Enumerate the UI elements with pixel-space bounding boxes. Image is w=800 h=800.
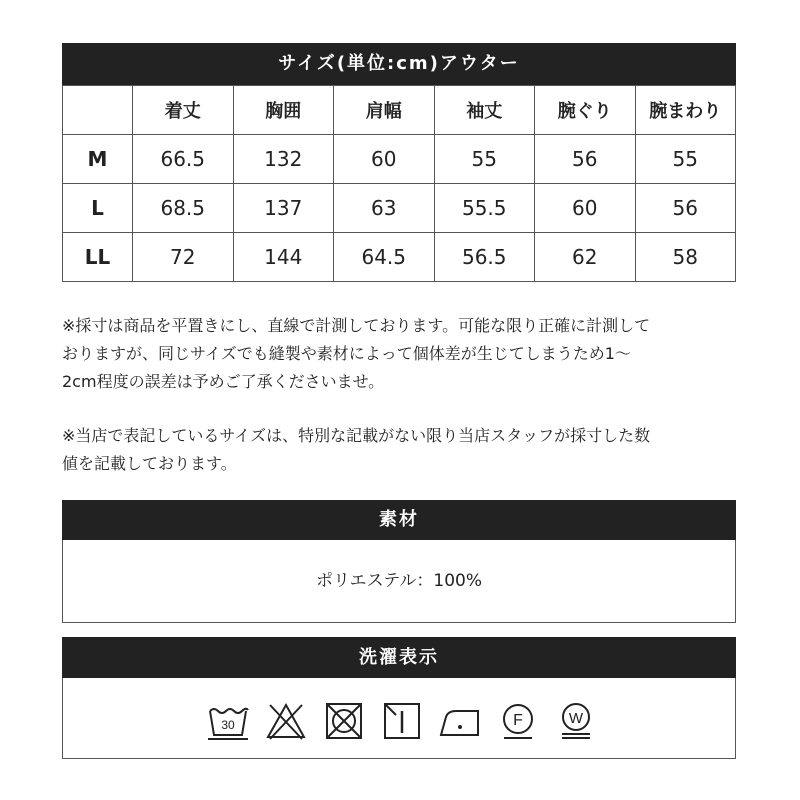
material-value: ポリエステル：100% [62, 540, 736, 623]
table-cell: 55 [434, 135, 535, 184]
table-cell: 58 [635, 233, 736, 282]
no-bleach-icon [264, 701, 308, 741]
wash-30-icon [206, 701, 250, 741]
care-icons-row [206, 700, 606, 742]
table-header-row [63, 86, 736, 135]
table-cell: 144 [233, 233, 334, 282]
table-row [63, 233, 736, 282]
column-header: 袖丈 [434, 86, 535, 135]
column-header: 腕まわり [635, 86, 736, 135]
column-header: 腕ぐり [535, 86, 636, 135]
note-line: 値を記載しております。 [62, 454, 237, 473]
table-cell: 56 [635, 184, 736, 233]
svg-text:W: W [568, 710, 584, 727]
iron-low-icon [438, 701, 482, 741]
column-header: 胸囲 [233, 86, 334, 135]
dry-clean-f-icon [496, 701, 540, 741]
table-cell: 66.5 [133, 135, 234, 184]
wet-clean-w-icon [554, 701, 598, 741]
table-cell: 132 [233, 135, 334, 184]
table-cell: 68.5 [133, 184, 234, 233]
column-header: 肩幅 [334, 86, 435, 135]
table-cell: 72 [133, 233, 234, 282]
line-dry-shade-icon [380, 701, 424, 741]
measurement-note [62, 312, 742, 396]
note-line: 2cm程度の誤差は予めご了承くださいませ。 [62, 372, 385, 391]
table-cell: 56.5 [434, 233, 535, 282]
care-symbols-box [62, 678, 736, 759]
row-size-label: M [63, 135, 133, 184]
care-section-title: 洗濯表示 [62, 637, 736, 678]
no-tumble-dry-icon [322, 701, 366, 741]
svg-text:F: F [513, 712, 523, 729]
table-cell: 64.5 [334, 233, 435, 282]
table-row [63, 184, 736, 233]
size-table [62, 85, 736, 282]
size-notation-note [62, 422, 742, 478]
material-section-title: 素材 [62, 500, 736, 540]
column-header: 着丈 [133, 86, 234, 135]
table-cell: 62 [535, 233, 636, 282]
note-line: ※採寸は商品を平置きにし、直線で計測しております。可能な限り正確に計測して [62, 316, 651, 335]
table-cell: 55.5 [434, 184, 535, 233]
table-cell: 56 [535, 135, 636, 184]
svg-text:30: 30 [221, 718, 235, 732]
table-cell: 55 [635, 135, 736, 184]
note-line: おりますが、同じサイズでも縫製や素材によって個体差が生じてしまうため1〜 [62, 344, 631, 363]
row-size-label: L [63, 184, 133, 233]
table-cell: 60 [535, 184, 636, 233]
table-cell: 63 [334, 184, 435, 233]
note-line: ※当店で表記しているサイズは、特別な記載がない限り当店スタッフが採寸した数 [62, 426, 651, 445]
size-section-title: サイズ(単位:cm)アウター [62, 43, 736, 85]
table-cell: 60 [334, 135, 435, 184]
row-size-label: LL [63, 233, 133, 282]
corner-cell [63, 86, 133, 135]
table-row [63, 135, 736, 184]
table-cell: 137 [233, 184, 334, 233]
